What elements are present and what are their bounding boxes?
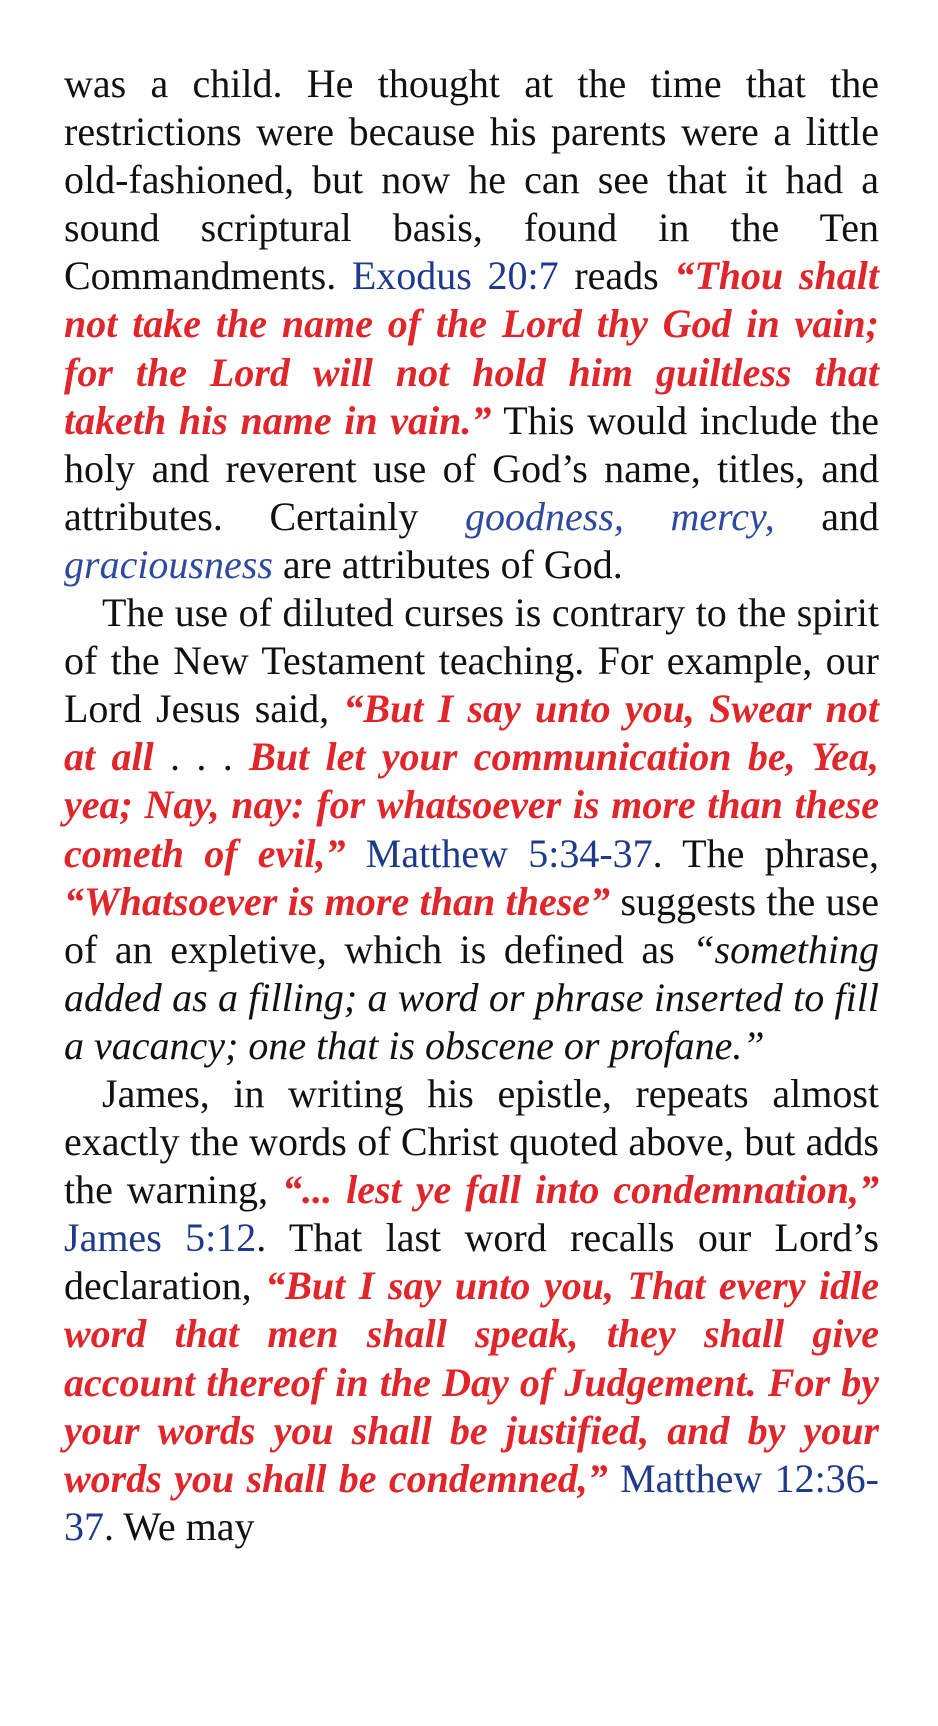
body-text: . That last word recalls our Lord’s declaration,: [64, 1215, 879, 1309]
scripture-reference: Exodus 20:7: [351, 253, 559, 299]
scripture-reference: James 5:12: [64, 1215, 257, 1261]
body-text: . The phrase,: [652, 830, 880, 876]
document-page: [64, 60, 879, 1551]
body-text: reads: [558, 253, 675, 299]
body-text: are attributes of God.: [272, 541, 623, 587]
attribute-term: goodness, mercy,: [465, 493, 775, 539]
ellipsis-text: . . .: [153, 734, 250, 780]
scripture-reference: Matthew 12:36-37: [64, 1455, 879, 1549]
paragraph-3: [64, 1070, 879, 1551]
scripture-reference: Matthew 5:34-37: [365, 830, 653, 876]
body-text: [608, 1456, 620, 1501]
body-text: was a child. He thought at the time that the restrictions were because his parents were a little old-fashioned, but now he can see that it had a sound scriptural basis, found in the Ten Commandments.: [64, 61, 879, 299]
definition-quote: “something added as a filling; a word or phrase inserted to fill a vacancy; one that is obscene or profane.”: [64, 926, 879, 1068]
attribute-term: graciousness: [64, 541, 273, 587]
body-text: The use of diluted curses is contrary to the spirit of the New Testament teaching. For example, our Lord Jesus said,: [64, 590, 879, 732]
scripture-quote: But let your communication be, Yea, yea; Nay, nay: for whatsoever is more than these cometh of evil,”: [64, 734, 879, 876]
body-text: . We may: [104, 1503, 255, 1549]
scripture-quote: “But I say unto you, Swear not at all: [64, 686, 880, 780]
body-text: and: [774, 493, 879, 539]
paragraph-1: [64, 60, 879, 589]
scripture-quote: “Thou shalt not take the name of the Lord thy God in vain; for the Lord will not hold him guiltless that taketh his name in vain.”: [64, 253, 879, 443]
body-text: [346, 831, 366, 876]
body-text: James, in writing his epistle, repeats almost exactly the words of Christ quoted above, but adds the warning,: [64, 1070, 879, 1213]
scripture-quote: “Whatsoever is more than these”: [64, 878, 611, 924]
scripture-quote: “... lest ye fall into condemnation,”: [282, 1167, 879, 1213]
paragraph-2: [64, 589, 879, 1070]
scripture-quote: “But I say unto you, That every idle word that men shall speak, they shall give account thereof in the Day of Judgement. For by your words you shall be justified, and by your words you shall be condemned,”: [64, 1263, 879, 1501]
body-text: suggests the use of an expletive, which is defined as: [64, 878, 879, 972]
body-text: This would include the holy and reverent use of God’s name, titles, and attributes. Certainly: [64, 397, 879, 539]
